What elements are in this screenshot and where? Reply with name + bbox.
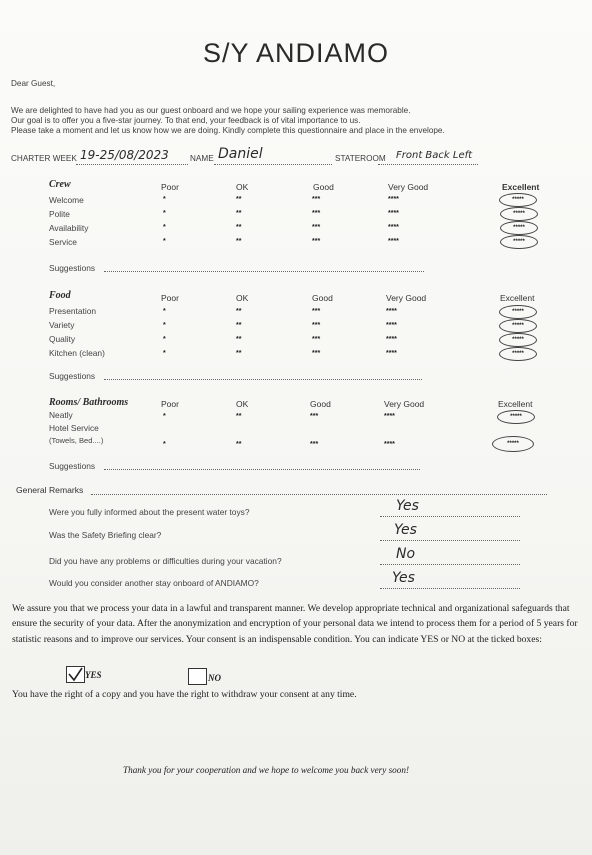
answer-line-1 — [380, 516, 520, 517]
crew-availability-ok[interactable]: ** — [236, 224, 242, 231]
food-col-good: Good — [312, 293, 333, 303]
general-remarks-label: General Remarks — [16, 485, 84, 495]
food-heading: Food — [49, 290, 71, 301]
food-row-quality: Quality — [49, 334, 76, 344]
consent-no-label: NO — [208, 673, 221, 683]
crew-availability-very-good[interactable]: **** — [388, 224, 399, 231]
question-safety-briefing: Was the Safety Briefing clear? — [49, 530, 162, 540]
rooms-neatly-very-good[interactable]: **** — [384, 413, 395, 420]
question-water-toys: Were you fully informed about the present water toys? — [49, 507, 250, 517]
food-presentation-excellent-circled[interactable]: ***** — [499, 305, 537, 319]
crew-welcome-good[interactable]: *** — [312, 196, 321, 203]
rooms-hotel-service-ok[interactable]: ** — [236, 441, 242, 448]
answer-another-stay[interactable]: Yes — [392, 570, 415, 586]
intro-line-1: We are delighted to have had you as our guest onboard and we hope your sailing experience was memorable. — [11, 106, 411, 115]
rooms-neatly-excellent-circled[interactable]: ***** — [497, 410, 535, 424]
rooms-hotel-service-good[interactable]: *** — [310, 441, 319, 448]
rooms-hotel-service-very-good[interactable]: **** — [384, 441, 395, 448]
question-problems: Did you have any problems or difficulties during your vacation? — [49, 556, 282, 566]
food-kitchen-excellent-circled[interactable]: ***** — [499, 347, 537, 361]
food-quality-poor[interactable]: * — [163, 336, 166, 343]
general-remarks-line[interactable] — [91, 494, 547, 495]
crew-col-excellent: Excellent — [502, 182, 540, 192]
food-presentation-good[interactable]: *** — [312, 308, 321, 315]
food-row-variety: Variety — [49, 320, 75, 330]
crew-row-availability: Availability — [49, 223, 89, 233]
crew-service-very-good[interactable]: **** — [388, 238, 399, 245]
consent-text: We assure you that we process your data in a lawful and transparent manner. We develop appropriate technical and organizational safeguards that ensure the security of your data. After the anonymization and encryption of your personal data we intend to process them for a period of 5 years for statistic reasons and to improve our services. Your consent is an indispensable condition. You can indicate YES or NO at the ticked boxes: — [12, 603, 578, 645]
charter-week-underline — [76, 164, 188, 165]
rooms-row-hotel-service: Hotel Service — [49, 423, 99, 433]
crew-availability-good[interactable]: *** — [312, 224, 321, 231]
rooms-neatly-poor[interactable]: * — [163, 413, 166, 420]
crew-welcome-ok[interactable]: ** — [236, 196, 242, 203]
crew-availability-excellent-circled[interactable]: ***** — [500, 221, 538, 235]
crew-col-good: Good — [313, 182, 334, 192]
rooms-row-neatly: Neatly — [49, 410, 73, 420]
crew-polite-very-good[interactable]: **** — [388, 210, 399, 217]
food-row-presentation: Presentation — [49, 306, 97, 316]
rooms-hotel-service-poor[interactable]: * — [163, 441, 166, 448]
intro-line-2: Our goal is to offer you a five-star journey. To that end, your feedback is of vital importance to us. — [11, 116, 361, 125]
crew-col-very-good: Very Good — [388, 182, 429, 192]
crew-welcome-poor[interactable]: * — [163, 196, 166, 203]
crew-polite-poor[interactable]: * — [163, 210, 166, 217]
crew-row-polite: Polite — [49, 209, 70, 219]
food-quality-ok[interactable]: ** — [236, 336, 242, 343]
crew-col-poor: Poor — [161, 182, 179, 192]
rooms-col-poor: Poor — [161, 399, 179, 409]
food-col-ok: OK — [236, 293, 249, 303]
food-variety-excellent-circled[interactable]: ***** — [499, 319, 537, 333]
page-title: S/Y ANDIAMO — [202, 38, 390, 68]
food-variety-very-good[interactable]: **** — [386, 322, 397, 329]
charter-week-value[interactable]: 19-25/08/2023 — [80, 148, 169, 162]
crew-row-welcome: Welcome — [49, 195, 84, 205]
food-col-poor: Poor — [161, 293, 179, 303]
stateroom-label: STATEROOM — [335, 154, 386, 163]
consent-yes-checkbox[interactable] — [66, 666, 85, 683]
crew-heading: Crew — [49, 179, 71, 190]
answer-line-3 — [380, 564, 520, 565]
question-another-stay: Would you consider another stay onboard of ANDIAMO? — [49, 578, 259, 588]
rooms-hotel-service-excellent-circled[interactable]: ***** — [492, 436, 534, 452]
name-underline — [214, 164, 332, 165]
food-kitchen-good[interactable]: *** — [312, 350, 321, 357]
food-suggestions-line[interactable] — [104, 379, 422, 380]
food-variety-ok[interactable]: ** — [236, 322, 242, 329]
food-presentation-ok[interactable]: ** — [236, 308, 242, 315]
crew-suggestions-line[interactable] — [104, 271, 424, 272]
rooms-suggestions-label: Suggestions — [49, 461, 96, 471]
crew-service-excellent-circled[interactable]: ***** — [500, 235, 538, 249]
crew-welcome-very-good[interactable]: **** — [388, 196, 399, 203]
rooms-row-towels-bed: (Towels, Bed....) — [49, 436, 104, 445]
rooms-neatly-good[interactable]: *** — [310, 413, 319, 420]
answer-problems[interactable]: No — [396, 546, 416, 562]
name-label: NAME — [190, 154, 214, 163]
food-variety-poor[interactable]: * — [163, 322, 166, 329]
crew-col-ok: OK — [236, 182, 249, 192]
crew-suggestions-label: Suggestions — [49, 263, 96, 273]
crew-row-service: Service — [49, 237, 77, 247]
crew-polite-excellent-circled[interactable]: ***** — [500, 207, 538, 221]
food-presentation-very-good[interactable]: **** — [386, 308, 397, 315]
food-col-very-good: Very Good — [386, 293, 427, 303]
crew-polite-good[interactable]: *** — [312, 210, 321, 217]
rooms-col-good: Good — [310, 399, 331, 409]
answer-line-2 — [380, 540, 520, 541]
food-variety-good[interactable]: *** — [312, 322, 321, 329]
food-quality-good[interactable]: *** — [312, 336, 321, 343]
food-presentation-poor[interactable]: * — [163, 308, 166, 315]
rooms-heading: Rooms/ Bathrooms — [49, 397, 129, 408]
check-mark-icon — [67, 667, 84, 682]
rooms-col-ok: OK — [236, 399, 249, 409]
crew-polite-ok[interactable]: ** — [236, 210, 242, 217]
food-row-kitchen: Kitchen (clean) — [49, 348, 105, 358]
food-suggestions-label: Suggestions — [49, 371, 96, 381]
consent-no-checkbox[interactable] — [188, 668, 207, 685]
charter-week-label: CHARTER WEEK — [11, 154, 77, 163]
crew-service-ok[interactable]: ** — [236, 238, 242, 245]
intro-line-3: Please take a moment and let us know how we are doing. Kindly complete this questionnaire and place in the envelope. — [11, 126, 445, 135]
footer-thanks: Thank you for your cooperation and we hope to welcome you back very soon! — [123, 765, 410, 775]
crew-welcome-excellent-circled[interactable]: ***** — [499, 193, 537, 207]
stateroom-underline — [378, 164, 478, 165]
food-kitchen-poor[interactable]: * — [163, 350, 166, 357]
rooms-suggestions-line[interactable] — [104, 469, 420, 470]
rooms-neatly-ok[interactable]: ** — [236, 413, 242, 420]
consent-yes-label: YES — [85, 670, 102, 680]
rooms-col-excellent: Excellent — [498, 399, 533, 409]
food-quality-very-good[interactable]: **** — [386, 336, 397, 343]
food-kitchen-very-good[interactable]: **** — [386, 350, 397, 357]
crew-availability-poor[interactable]: * — [163, 224, 166, 231]
crew-service-good[interactable]: *** — [312, 238, 321, 245]
rooms-col-very-good: Very Good — [384, 399, 425, 409]
answer-water-toys[interactable]: Yes — [396, 498, 419, 514]
consent-rights: You have the right of a copy and you have the right to withdraw your consent at any time. — [12, 689, 357, 700]
answer-safety-briefing[interactable]: Yes — [394, 522, 417, 538]
answer-line-4 — [380, 588, 520, 589]
food-quality-excellent-circled[interactable]: ***** — [499, 333, 537, 347]
stateroom-value[interactable]: Front Back Left — [396, 150, 473, 161]
food-kitchen-ok[interactable]: ** — [236, 350, 242, 357]
salutation: Dear Guest, — [11, 79, 56, 88]
crew-service-poor[interactable]: * — [163, 238, 166, 245]
food-col-excellent: Excellent — [500, 293, 535, 303]
name-value[interactable]: Daniel — [218, 146, 263, 162]
